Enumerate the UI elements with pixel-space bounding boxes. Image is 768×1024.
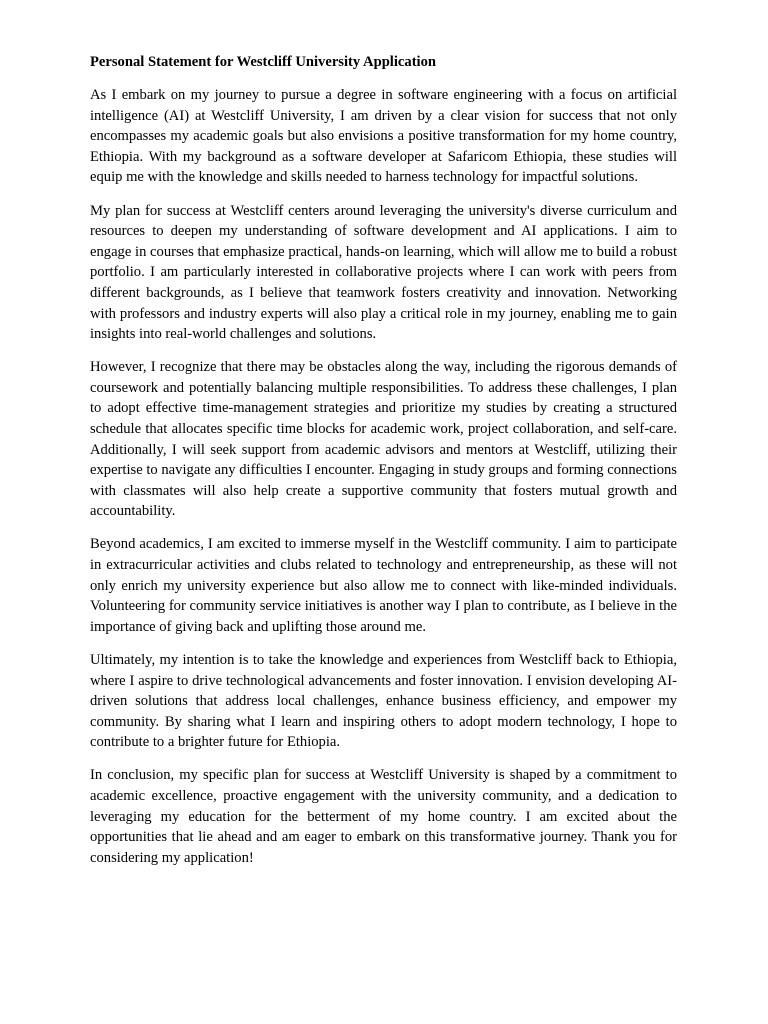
- document-page: [90, 52, 677, 881]
- paragraph-future-goals: Ultimately, my intention is to take the knowledge and experiences from Westcliff back to Ethiopia, where I aspire to drive technological advancements and foster innovation. I envision developing AI-driven solutions that address local challenges, enhance business efficiency, and empower my community. By sharing what I learn and inspiring others to adopt modern technology, I hope to contribute to a brighter future for Ethiopia.: [90, 651, 677, 751]
- paragraph-introduction: As I embark on my journey to pursue a degree in software engineering with a focus on artificial intelligence (AI) at Westcliff University, I am driven by a clear vision for success that not only encompasses my academic goals but also envisions a positive transformation for my home country, Ethiopia. With my background as a software developer at Safaricom Ethiopia, these studies will equip me with the knowledge and skills needed to harness technology for impactful solutions.: [90, 87, 677, 186]
- paragraph-plan-for-success: My plan for success at Westcliff centers around leveraging the university's diverse curriculum and resources to deepen my understanding of software development and AI applications. I aim to engage in courses that emphasize practical, hands-on learning, which will allow me to build a robust portfolio. I am particularly interested in collaborative projects where I can work with peers from different backgrounds, as I believe that teamwork fosters creativity and innovation. Networking with professors and industry experts will also play a critical role in my journey, enabling me to gain insights into real-world challenges and solutions.: [90, 202, 677, 343]
- paragraph-obstacles: However, I recognize that there may be obstacles along the way, including the rigorous demands of coursework and potentially balancing multiple responsibilities. To address these challenges, I plan to adopt effective time-management strategies and prioritize my studies by creating a structured schedule that allocates specific time blocks for academic work, project collaboration, and self-care. Additionally, I will seek support from academic advisors and mentors at Westcliff, utilizing their expertise to navigate any difficulties I encounter. Engaging in study groups and forming connections with classmates will also help create a supportive community that fosters mutual growth and accountability.: [90, 359, 677, 520]
- paragraph-community: Beyond academics, I am excited to immerse myself in the Westcliff community. I aim to participate in extracurricular activities and clubs related to technology and entrepreneurship, as these will not only enrich my university experience but also allow me to connect with like-minded individuals. Volunteering for community service initiatives is another way I plan to contribute, as I believe in the importance of giving back and uplifting those around me.: [90, 536, 677, 635]
- document-title: Personal Statement for Westcliff University Application: [90, 54, 437, 70]
- paragraph-conclusion: In conclusion, my specific plan for success at Westcliff University is shaped by a commitment to academic excellence, proactive engagement with the university community, and a dedication to leveraging my education for the betterment of my home country. I am excited about the opportunities that lie ahead and am eager to embark on this transformative journey. Thank you for considering my application!: [90, 767, 677, 866]
